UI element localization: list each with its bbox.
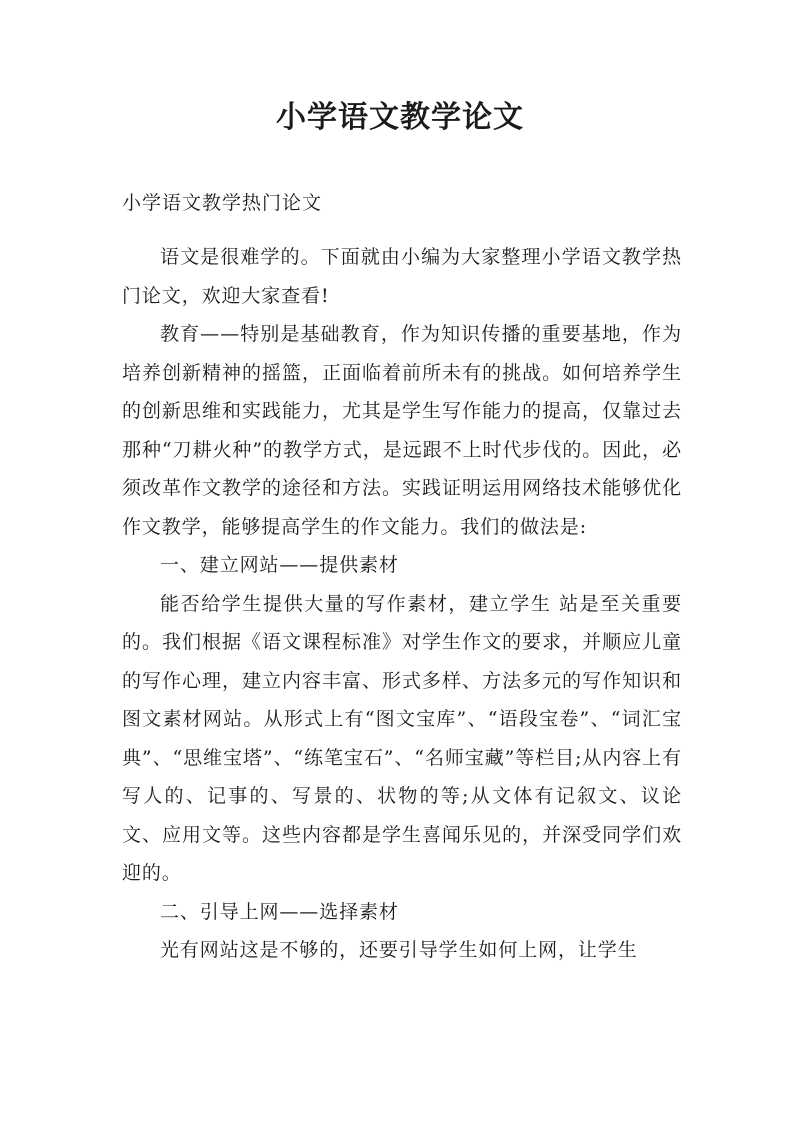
paragraph-education: 教育——特别是基础教育，作为知识传播的重要基地，作为培养创新精神的摇篮，正面临着前所未有的挑战。如何培养学生的创新思维和实践能力，尤其是学生写作能力的提高，仅靠过去那种“刀耕火种”的教学方式，是远跟不上时代步伐的。因此，必须改革作文教学的途径和方法。实践证明运用网络技术能够优化作文教学，能够提高学生的作文能力。我们的做法是:: [122, 323, 682, 538]
section-heading-2: 二、引导上网——选择素材: [160, 900, 399, 923]
document-body: [122, 228, 682, 970]
document-subtitle: 小学语文教学热门论文: [122, 192, 323, 214]
paragraph-website: 能否给学生提供大量的写作素材，建立学生 站是至关重要的。我们根据《语文课程标准》对学生作文的要求，并顺应儿童的写作心理，建立内容丰富、形式多样、方法多元的写作知识和图文素材网站。从形式上有“图文宝库”、“语段宝卷”、“词汇宝典”、“思维宝塔”、“练笔宝石”、“名师宝藏”等栏目;从内容上有写人的、记事的、写景的、状物的等;从文体有记叙文、议论文、应用文等。这些内容都是学生喜闻乐见的，并深受同学们欢迎的。: [122, 592, 682, 884]
paragraph-guide: 光有网站这是不够的，还要引导学生如何上网，让学生: [160, 939, 638, 961]
paragraph-intro: 语文是很难学的。下面就由小编为大家整理小学语文教学热门论文，欢迎大家查看!: [122, 246, 682, 307]
page-title: 小学语文教学论文: [276, 100, 524, 135]
section-heading-1: 一、建立网站——提供素材: [160, 554, 399, 576]
